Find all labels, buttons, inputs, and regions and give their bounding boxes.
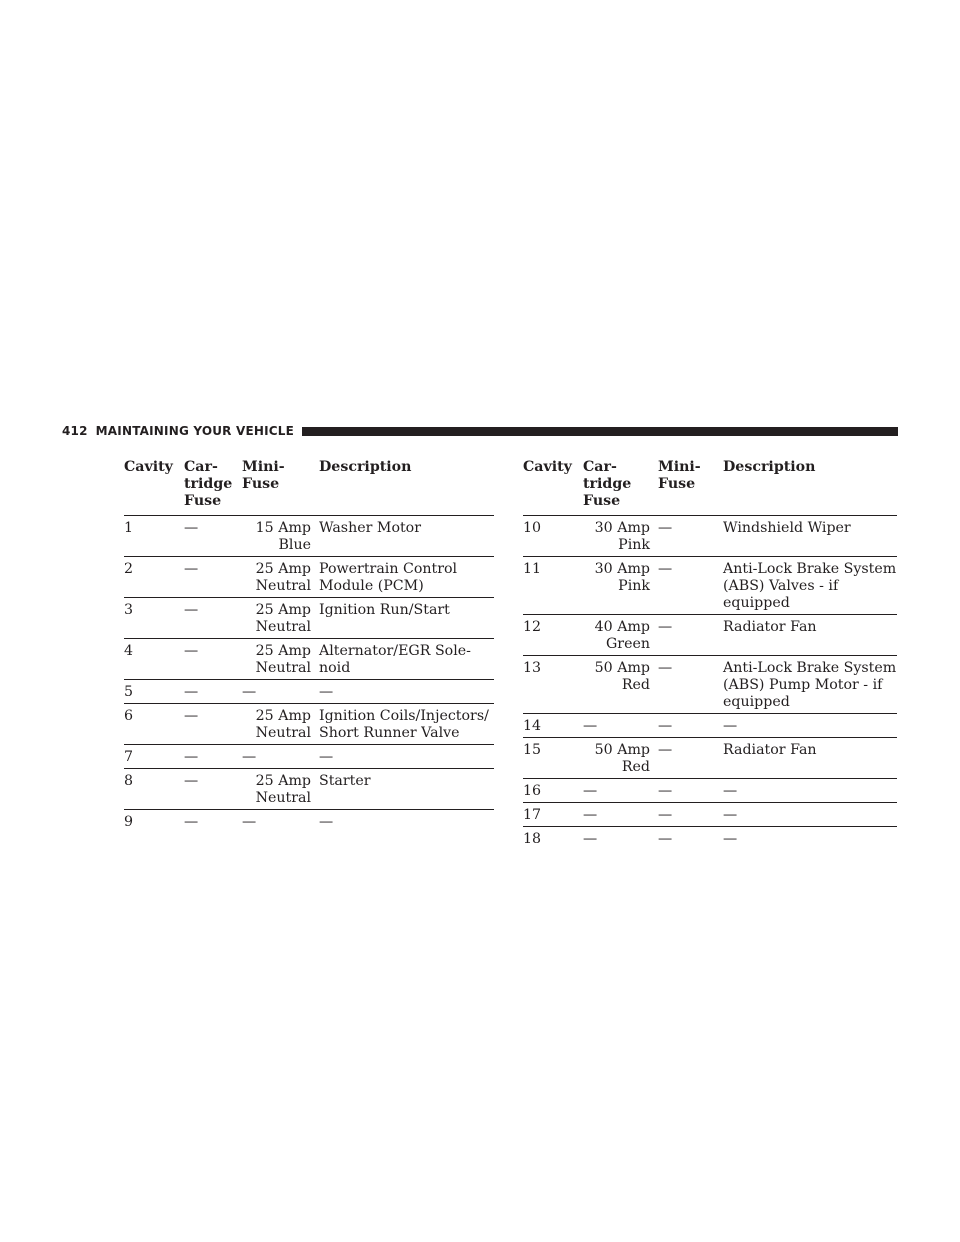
cell-description: — [723,803,897,827]
header-cartridge-fuse: Car- tridge Fuse [583,455,658,516]
cell-mini-fuse: — [658,557,723,615]
cell-description: Powertrain Control Module (PCM) [319,557,494,598]
cell-mini-fuse: — [658,714,723,738]
page-number: 412 [62,424,88,438]
cell-mini-fuse: 25 Amp Neutral [242,557,319,598]
cell-cavity: 5 [124,680,184,704]
cell-mini-fuse: — [242,680,319,704]
table-header-row [124,455,494,516]
cell-cavity: 8 [124,769,184,810]
cell-cavity: 14 [523,714,583,738]
fuse-table-right [523,455,897,850]
cell-cavity: 4 [124,639,184,680]
cell-cartridge-fuse: — [184,769,242,810]
cell-description: Ignition Run/Start [319,598,494,639]
header-mini-fuse: Mini- Fuse [242,455,319,516]
cell-cartridge-fuse: — [583,714,658,738]
cell-cartridge-fuse: — [184,639,242,680]
cell-cavity: 9 [124,814,134,830]
table-row [523,656,897,714]
header-cavity: Cavity [523,455,583,516]
table-row [124,598,494,639]
cell-cartridge-fuse: — [184,516,242,557]
cell-cavity: 2 [124,557,184,598]
cell-cartridge-fuse: 40 Amp Green [583,615,658,656]
cell-cavity: 6 [124,704,184,745]
header-cartridge-fuse: Car- tridge Fuse [184,455,242,516]
cell-cartridge-fuse: — [184,704,242,745]
cell-cavity: 16 [523,779,583,803]
cell-cartridge-fuse: — [184,598,242,639]
cell-mini-fuse: — [658,803,723,827]
table-row [124,680,494,704]
cell-mini-fuse: — [242,745,319,769]
table-row [124,769,494,810]
table-row [523,738,897,779]
cell-cartridge-fuse: — [583,803,658,827]
cell-cartridge-fuse: — [583,831,598,847]
cell-mini-fuse: 25 Amp Neutral [242,639,319,680]
cell-description: — [319,814,334,830]
cell-mini-fuse: — [242,814,257,830]
fuse-table-left [124,455,494,833]
cell-description: Anti-Lock Brake System (ABS) Pump Motor - if equipped [723,656,897,714]
header-description: Description [723,455,897,516]
cell-description: Starter [319,769,494,810]
cell-description: — [723,714,897,738]
cell-cartridge-fuse: 30 Amp Pink [583,557,658,615]
cell-description: Washer Motor [319,516,494,557]
cell-description: Ignition Coils/Injectors/ Short Runner Valve [319,704,494,745]
table-row [523,803,897,827]
cell-cartridge-fuse: 30 Amp Pink [583,516,658,557]
cell-cartridge-fuse: — [184,557,242,598]
table-row [523,557,897,615]
cell-description: — [319,680,494,704]
cell-mini-fuse: — [658,738,723,779]
cell-mini-fuse: — [658,516,723,557]
cell-description: Radiator Fan [723,615,897,656]
cell-mini-fuse: — [658,656,723,714]
table-row [523,516,897,557]
table-row [124,639,494,680]
cell-cavity: 17 [523,803,583,827]
cell-cavity: 7 [124,745,184,769]
cell-cavity: 13 [523,656,583,714]
table-row [124,704,494,745]
cell-mini-fuse: — [658,831,673,847]
cell-cavity: 10 [523,516,583,557]
table-row [124,745,494,769]
cell-mini-fuse: — [658,779,723,803]
cell-mini-fuse: 25 Amp Neutral [242,598,319,639]
cell-cartridge-fuse: — [583,779,658,803]
table-header-row [523,455,897,516]
page-header [62,422,898,440]
table-row [124,810,494,834]
cell-cavity: 11 [523,557,583,615]
cell-cavity: 18 [523,831,542,847]
cell-mini-fuse: 25 Amp Neutral [242,769,319,810]
fuse-table-left-body [124,516,494,834]
table-row [124,557,494,598]
cell-cartridge-fuse: — [184,680,242,704]
cell-description: — [723,831,738,847]
cell-cartridge-fuse: 50 Amp Red [583,656,658,714]
fuse-table-right-body [523,516,897,851]
cell-cavity: 1 [124,516,184,557]
cell-cartridge-fuse: — [184,814,199,830]
cell-description: — [723,779,897,803]
cell-description: — [319,745,494,769]
table-row [523,827,897,851]
header-rule [302,427,898,436]
table-row [523,615,897,656]
cell-description: Alternator/EGR Sole- noid [319,639,494,680]
table-row [124,516,494,557]
cell-cavity: 3 [124,598,184,639]
table-row [523,714,897,738]
cell-mini-fuse: — [658,615,723,656]
cell-cavity: 15 [523,738,583,779]
cell-cavity: 12 [523,615,583,656]
header-cavity: Cavity [124,455,184,516]
cell-description: Windshield Wiper [723,516,897,557]
cell-mini-fuse: 15 Amp Blue [242,516,319,557]
cell-description: Radiator Fan [723,738,897,779]
cell-description: Anti-Lock Brake System (ABS) Valves - if equipped [723,557,897,615]
section-title: MAINTAINING YOUR VEHICLE [95,424,295,438]
cell-cartridge-fuse: — [184,745,242,769]
cell-cartridge-fuse: 50 Amp Red [583,738,658,779]
cell-mini-fuse: 25 Amp Neutral [242,704,319,745]
header-mini-fuse: Mini- Fuse [658,455,723,516]
header-description: Description [319,455,494,516]
table-row [523,779,897,803]
